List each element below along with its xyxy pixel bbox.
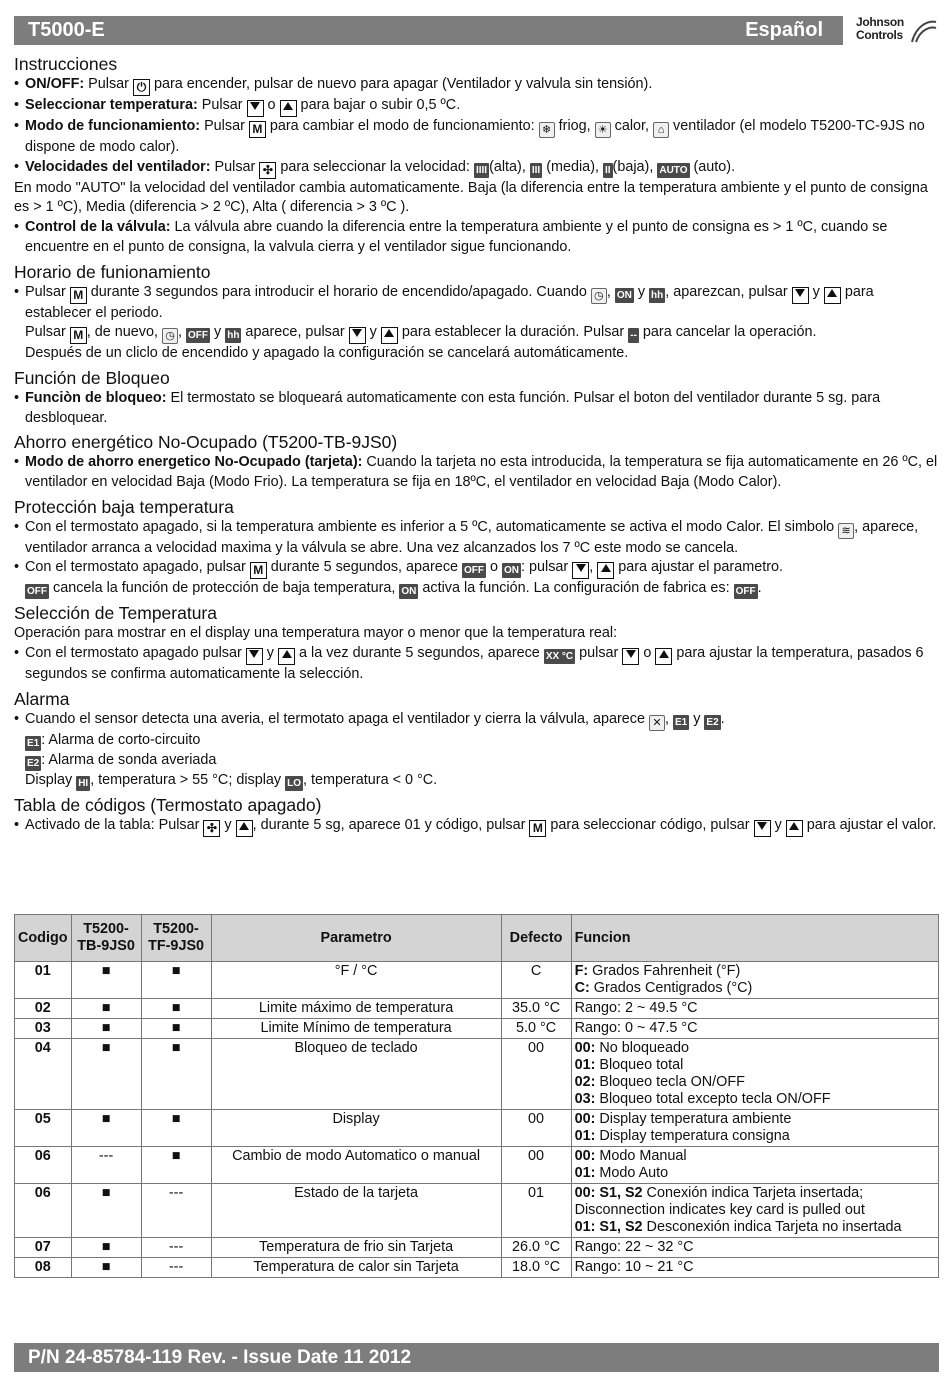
table-header-row [15,915,939,962]
text: para bajar o subir 0,5 ºC. [296,97,461,113]
text: pulsar [575,645,623,662]
seleccion-bullet [14,644,938,685]
text: Pulsar [25,324,70,341]
down-arrow-icon [754,820,771,837]
default-cell: 35.0 °C [501,999,571,1019]
lo-display-icon: LO [287,777,302,789]
e2-display-icon: E2 [27,757,40,769]
hh-display-icon: hh [227,330,240,342]
valve-label: Control de la válvula: [25,219,171,236]
table-row [15,1110,939,1147]
text: y [210,324,226,341]
col-header-code: Codigo [15,915,72,962]
function-line [575,963,935,980]
function-line [575,1074,935,1091]
text: para establecer el periodo. [25,283,874,321]
function-line [575,1259,935,1276]
text: Cuando la tarjeta no esta introducida, la temperatura se fija automaticamente en 26 ºC, el ventilador en velocidad Baja (Modo Frio). La temperatura se fija en 18ºC, el ventilador en velocidad Baja (Modo Calor). [25,454,938,491]
function-key: F: [574,963,589,979]
text: durante 3 segundos para introducir el horario de encendido/apagado. Cuando [86,283,591,300]
bloqueo-text [14,389,938,428]
text: (baja), [612,158,658,175]
text: Pulsar [197,97,247,113]
function-key: 00: [574,1040,596,1056]
section-title-instrucciones: Instrucciones [14,54,118,74]
function-line [575,1185,935,1202]
instr-onoff [14,75,938,96]
param-cell: Limite máximo de temperatura [211,999,501,1019]
off-display-icon: OFF [27,586,47,598]
function-text: Display temperatura ambiente [595,1111,792,1127]
tf-cell: ■ [141,999,211,1019]
function-text: Grados Fahrenheit (°F) [588,963,741,979]
function-line [575,1000,935,1017]
text: para cambiar el modo de funcionamiento: [265,118,539,134]
auto-mode-text: En modo "AUTO" la velocidad del ventilador cambia automaticamente. Baja (la diferencia entre la temperatura ambiente y el punto de consigna es > 1 ºC), Media (diferencia > 2 ºC), Alta ( diferencia > 3 ºC ). [14,179,928,216]
text: y [770,816,786,833]
proteccion-bullet-1 [14,518,938,559]
text: y [365,324,381,341]
text: , aparece, ventilador arranca a velocidad maxima y la válvula se abre. Una vez alcanzados los 7 ºC este modo se cancela. [25,518,919,556]
instr-fan [14,158,938,179]
bloqueo-label: Funciòn de bloqueo: [25,389,167,406]
up-arrow-icon [381,327,398,344]
text: para establecer la duración. Pulsar [397,324,629,341]
section-title-seleccion: Selección de Temperatura [14,603,217,624]
text: o [486,559,503,576]
header-bar [14,16,843,45]
hi-display-icon: HI [78,777,89,789]
text: Activado de la tabla: Pulsar [25,816,204,833]
function-text: Bloqueo total [595,1057,684,1073]
text: Ahorro energético No-Ocupado [14,432,258,453]
function-text: Rango: 10 ~ 21 °C [574,1259,694,1275]
text: para ajustar la temperatura, pasados 6 segundos se confirma automaticamente la selección. [25,645,924,683]
function-cell [571,1258,938,1278]
function-key: 00: [574,1148,596,1164]
function-text: Grados Centigrados (°C) [589,980,753,996]
up-arrow-icon [655,648,672,665]
tf-cell: ■ [141,1110,211,1147]
col-header-default: Defecto [501,915,571,962]
text: y [633,283,650,300]
function-key: 00: [574,1111,596,1127]
code-cell: 01 [15,962,72,999]
ahorro-text [14,453,938,492]
function-key: 02: [574,1074,596,1090]
text: . [757,580,762,597]
clock-icon: ◷ [591,288,607,304]
param-cell: Cambio de modo Automatico o manual [211,1147,501,1184]
code-cell: 03 [15,1019,72,1039]
code-cell: 07 [15,1238,72,1258]
function-text: Conexión indica Tarjeta insertada; [642,1185,864,1201]
brand-logo [852,14,940,48]
table-row [15,1147,939,1184]
text: aparece, pulsar [241,324,349,341]
section-title-bloqueo: Función de Bloqueo [14,367,170,388]
text: La válvula abre cuando la diferencia entre la temperatura ambiente y el punto de consigna es > 1 ºC, cuando se encuentre en el punto de consigna, la valvula cierra y el ventilador sigue funcionando. [25,219,888,255]
seleccion-intro: Operación para mostrar en el display una temperatura mayor o menor que la temperatura real: [14,625,618,642]
table-row [15,1019,939,1039]
function-cell [571,1039,938,1110]
function-text: No bloqueado [595,1040,689,1056]
default-cell: 26.0 °C [501,1238,571,1258]
function-key: 01: [574,1057,596,1073]
hh-display-icon: hh [651,289,664,301]
tf-cell: ■ [141,1039,211,1110]
default-cell: C [501,962,571,999]
text: , de nuevo, [86,324,163,341]
code-cell: 05 [15,1110,72,1147]
function-key: 03: [574,1091,596,1107]
tb-cell: --- [71,1147,141,1184]
text: durante 5 segundos, aparece [266,559,463,576]
param-cell: Temperatura de frio sin Tarjeta [211,1238,501,1258]
xx-temp-display-icon: XX °C [545,651,574,663]
text: Pulsar [84,76,133,92]
up-arrow-icon [824,287,841,304]
function-text: Modo Auto [595,1165,669,1181]
table-row [15,1039,939,1110]
mode-button-icon: M [249,121,266,138]
up-arrow-icon [278,648,295,665]
power-icon: ⏻ [133,79,150,96]
fan-low-icon: II [604,164,611,176]
mode-button-icon: M [250,562,267,579]
text: para cancelar la operación. [638,324,817,341]
function-line [575,980,935,997]
text: (alta), [489,158,530,175]
text: para seleccionar código, pulsar [546,816,754,833]
on-display-icon: ON [401,586,417,598]
function-line [575,1091,935,1108]
text: : pulsar [521,559,573,576]
tool-error-icon: ✕ [649,715,665,731]
down-arrow-icon [247,100,264,117]
param-cell: Bloqueo de teclado [211,1039,501,1110]
default-cell: 00 [501,1110,571,1147]
tb-cell: ■ [71,1258,141,1278]
function-key: 01: [574,1128,596,1144]
function-line [575,1128,935,1145]
text: para ajustar el parametro. [614,559,783,576]
up-arrow-icon [597,562,614,579]
text: , [589,559,598,576]
function-text: Rango: 0 ~ 47.5 °C [574,1020,698,1036]
footer-bar [14,1343,939,1372]
text: activa la función. La configuración de fabrica es: [418,580,734,597]
text: : Alarma de corto-circuito [41,731,201,748]
tb-cell: ■ [71,1110,141,1147]
function-cell [571,999,938,1019]
dash-display-icon: -- [630,330,637,342]
logo-line-2: Controls [856,28,903,42]
tabla-bullet [14,816,938,837]
e1-display-icon: E1 [674,716,688,728]
mode-button-icon: M [529,820,546,837]
text: y [689,710,705,727]
function-line [575,1057,935,1074]
code-cell: 04 [15,1039,72,1110]
onoff-label: ON/OFF: [25,76,85,92]
function-cell [571,962,938,999]
fan-auto-icon: AUTO [659,164,688,176]
section-title-proteccion: Protección baja temperatura [14,496,234,517]
default-cell: 00 [501,1039,571,1110]
instr-mode [14,117,938,158]
clock-icon: ◷ [162,328,178,344]
function-text: Display temperatura consigna [595,1128,790,1144]
function-key: 01: [574,1165,596,1181]
tb-cell: ■ [71,962,141,999]
text: (auto). [689,158,736,175]
logo-line-1: Johnson [856,15,904,29]
text: Con el termostato apagado pulsar [25,645,246,662]
tb-cell: ■ [71,1238,141,1258]
alarma-display [14,771,938,791]
table-row [15,999,939,1019]
alarma-e1 [14,731,938,751]
tf-cell: ■ [141,1019,211,1039]
code-cell: 02 [15,999,72,1019]
section-title-alarma: Alarma [14,688,70,709]
function-text: Rango: 2 ~ 49.5 °C [574,1000,698,1016]
text: y [808,283,824,300]
language-title: Español [745,19,823,41]
horario-line-1 [14,283,938,324]
tf-cell: ■ [141,962,211,999]
function-cell [571,1019,938,1039]
text: , aparezcan, pulsar [665,283,792,300]
text: , durante 5 sg, aparece 01 y código, pulsar [252,816,530,833]
horario-line-3: Después de un cliclo de encendido y apagado la configuración se cancelará automáticamente. [25,345,629,362]
function-line [575,1239,935,1256]
fan-medium-icon: III [531,164,541,176]
default-cell: 00 [501,1147,571,1184]
up-arrow-icon [786,820,803,837]
function-line [575,1202,935,1219]
text: , [178,324,187,341]
text: . [720,710,725,727]
up-arrow-icon [236,820,253,837]
text: para ajustar el valor. [802,816,937,833]
function-cell [571,1184,938,1238]
function-text: Disconnection indicates key card is pulled out [574,1202,865,1218]
temp-label: Seleccionar temperatura: [25,97,198,113]
param-cell: °F / °C [211,962,501,999]
text: , temperatura < 0 °C. [303,771,438,788]
text: (media), [542,158,603,175]
horario-line-2 [14,323,938,344]
col-header-function: Funcion [571,915,938,962]
function-key: 00: S1, S2 [574,1185,643,1201]
table-body [15,962,939,1278]
document-body [14,50,938,837]
logo-swoosh-icon [906,16,940,46]
text: Cuando el sensor detecta una averia, el termotato apaga el ventilador y cierra la válvula, aparece [25,710,649,727]
down-arrow-icon [246,648,263,665]
text: Display [25,771,77,788]
instr-temp [14,96,938,117]
col-header-tf: T5200-TF-9JS0 [141,915,211,962]
text: cancela la función de protección de baja temperatura, [49,580,400,597]
param-cell: Limite Mínimo de temperatura [211,1019,501,1039]
text: y [220,816,236,833]
code-cell: 08 [15,1258,72,1278]
fan-high-icon: IIII [475,164,488,176]
text: , [664,710,673,727]
table-row [15,962,939,999]
down-arrow-icon [622,648,639,665]
function-line [575,1219,935,1236]
function-cell [571,1110,938,1147]
fan-icon: ✣ [203,820,220,837]
instr-valve [14,218,938,257]
mode-label: Modo de funcionamiento: [25,118,201,134]
function-cell [571,1147,938,1184]
function-line [575,1165,935,1182]
fan-icon: ✣ [259,162,276,179]
fan-label: Velocidades del ventilador: [25,158,211,175]
text: , temperatura > 55 °C; display [90,771,286,788]
down-arrow-icon [572,562,589,579]
ahorro-label: Modo de ahorro energetico No-Ocupado (tarjeta): [25,454,363,471]
tb-cell: ■ [71,999,141,1019]
default-cell: 01 [501,1184,571,1238]
function-text: Bloqueo total excepto tecla ON/OFF [595,1091,831,1107]
text: , [606,283,615,300]
text: Con el termostato apagado, si la temperatura ambiente es inferior a 5 ºC, automaticamente se activa el modo Calor. El simbolo [25,518,839,535]
text: o [263,97,280,113]
tf-cell: --- [141,1184,211,1238]
code-cell: 06 [15,1184,72,1238]
text: Pulsar [200,118,249,134]
tf-cell: --- [141,1238,211,1258]
text: friog, [554,118,595,134]
text: o [639,645,656,662]
down-arrow-icon [792,287,809,304]
tb-cell: ■ [71,1019,141,1039]
mode-button-icon: M [70,287,87,304]
col-header-tb: T5200-TB-9JS0 [71,915,141,962]
text: para encender, pulsar de nuevo para apagar (Ventilador y valvula sin tensión). [149,76,653,92]
function-line [575,1148,935,1165]
e1-display-icon: E1 [27,737,40,749]
text: para seleccionar la velocidad: [276,158,474,175]
text: Pulsar [25,283,70,300]
tb-cell: ■ [71,1039,141,1110]
text: El termostato se bloqueará automaticamente con esta función. Pulsar el boton del ventilador durante 5 sg. para desbloquear. [25,389,881,426]
function-cell [571,1238,938,1258]
snowflake-icon: ❄ [539,122,555,138]
function-line [575,1020,935,1037]
function-text: Bloqueo tecla ON/OFF [595,1074,745,1090]
e2-display-icon: E2 [706,716,719,728]
code-table [14,914,939,1278]
text: (T5200-TB-9JS0) [257,432,398,453]
on-display-icon: ON [616,289,632,301]
param-cell: Temperatura de calor sin Tarjeta [211,1258,501,1278]
section-title-horario: Horario de funionamiento [14,261,211,282]
table-row [15,1184,939,1238]
param-cell: Estado de la tarjeta [211,1184,501,1238]
function-text: Desconexión indica Tarjeta no insertada [642,1219,902,1235]
alarma-e2 [14,751,938,771]
table-row [15,1238,939,1258]
function-line [575,1040,935,1057]
code-cell: 06 [15,1147,72,1184]
function-text: Rango: 22 ~ 32 °C [574,1239,694,1255]
text: a la vez durante 5 segundos, aparece [295,645,544,662]
tb-cell: ■ [71,1184,141,1238]
section-title-ahorro [14,432,938,453]
on-display-icon: ON [504,565,520,577]
tf-cell: --- [141,1258,211,1278]
alarma-bullet [14,710,938,731]
up-arrow-icon [280,100,297,117]
param-cell: Display [211,1110,501,1147]
off-display-icon: OFF [464,565,485,577]
house-fan-icon: ⌂ [653,122,669,138]
table-row [15,1258,939,1278]
off-display-icon: OFF [188,330,209,342]
function-line [575,1111,935,1128]
model-title: T5000-E [28,19,105,41]
part-number: P/N 24-85784-119 Rev. - Issue Date 11 2012 [28,1347,412,1368]
sun-icon: ☀ [595,122,611,138]
text: Pulsar [210,158,260,175]
function-key: C: [574,980,590,996]
off-display-icon: OFF [735,586,756,598]
low-temp-protection-icon: ≋ [838,523,854,539]
default-cell: 18.0 °C [501,1258,571,1278]
proteccion-bullet-2 [14,558,938,599]
mode-button-icon: M [70,327,87,344]
default-cell: 5.0 °C [501,1019,571,1039]
text: : Alarma de sonda averiada [41,751,217,768]
down-arrow-icon [349,327,366,344]
text: Con el termostato apagado, pulsar [25,559,250,576]
text: calor, [610,118,654,134]
text: y [262,645,278,662]
section-title-tabla: Tabla de códigos (Termostato apagado) [14,794,322,815]
col-header-param: Parametro [211,915,501,962]
function-key: 01: S1, S2 [574,1219,643,1235]
tf-cell: ■ [141,1147,211,1184]
function-text: Modo Manual [595,1148,687,1164]
text: ventilador (el modelo T5200-TC-9JS no dispone de modo calor). [25,118,925,155]
